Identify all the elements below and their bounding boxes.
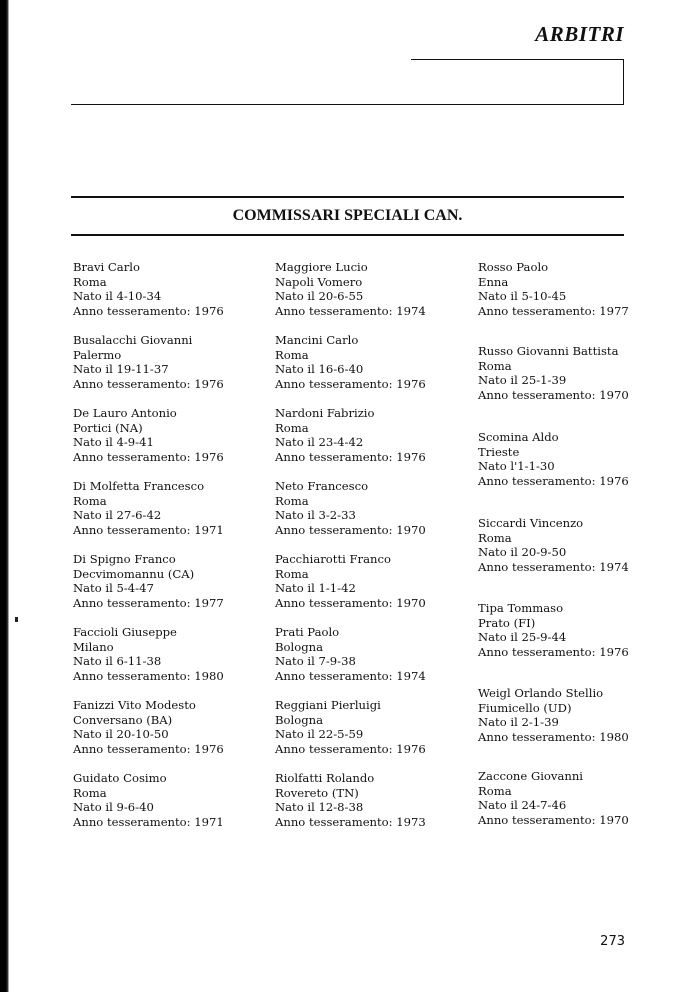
entry-birth: Nato il 20-10-50 (73, 727, 169, 742)
list-item (275, 479, 485, 537)
entry-name: Fanizzi Vito Modesto (73, 698, 196, 712)
entry-registration: Anno tesseramento: 1976 (73, 303, 224, 318)
list-item (478, 430, 688, 488)
list-item (478, 260, 688, 318)
entry-registration: Anno tesseramento: 1971 (73, 522, 224, 537)
entry-birth: Nato il 20-6-55 (275, 289, 364, 304)
entry-registration: Anno tesseramento: 1973 (275, 814, 426, 829)
entry-birth: Nato il 22-5-59 (275, 727, 364, 742)
entry-name: Reggiani Pierluigi (275, 698, 381, 712)
entry-birth: Nato il 20-9-50 (478, 545, 567, 560)
entry-birth: Nato il 5-4-47 (73, 581, 154, 596)
entry-registration: Anno tesseramento: 1976 (73, 376, 224, 391)
entry-registration: Anno tesseramento: 1974 (275, 668, 426, 683)
entry-birth: Nato il 7-9-38 (275, 654, 356, 669)
entry-name: Nardoni Fabrizio (275, 406, 375, 420)
list-item (275, 771, 485, 829)
header-bracket-rule (411, 59, 624, 104)
list-item (73, 698, 283, 756)
entry-name: De Lauro Antonio (73, 406, 177, 420)
list-item (73, 479, 283, 537)
section-title: ARBITRI (535, 22, 624, 46)
entry-registration: Anno tesseramento: 1977 (478, 303, 629, 318)
list-item (478, 686, 688, 744)
entry-registration: Anno tesseramento: 1970 (478, 812, 629, 827)
entry-name: Di Molfetta Francesco (73, 479, 205, 493)
list-item (275, 260, 485, 318)
entry-name: Mancini Carlo (275, 333, 359, 347)
entry-name: Bravi Carlo (73, 260, 140, 274)
entry-place: Roma (478, 783, 512, 798)
book-spine-edge (0, 0, 9, 992)
entry-registration: Anno tesseramento: 1974 (478, 559, 629, 574)
entry-name: Di Spigno Franco (73, 552, 176, 566)
entry-place: Prato (FI) (478, 615, 536, 630)
list-item (73, 406, 283, 464)
entry-registration: Anno tesseramento: 1976 (73, 449, 224, 464)
entry-registration: Anno tesseramento: 1970 (275, 522, 426, 537)
entry-registration: Anno tesseramento: 1970 (275, 595, 426, 610)
entry-place: Roma (275, 420, 309, 435)
entry-registration: Anno tesseramento: 1976 (275, 376, 426, 391)
entry-place: Bologna (275, 712, 323, 727)
entry-place: Roma (73, 493, 107, 508)
entry-place: Roma (73, 785, 107, 800)
entry-place: Roma (275, 347, 309, 362)
entry-registration: Anno tesseramento: 1976 (275, 741, 426, 756)
entry-place: Milano (73, 639, 114, 654)
list-item (478, 344, 688, 402)
entry-birth: Nato il 25-9-44 (478, 630, 567, 645)
entry-birth: Nato il 25-1-39 (478, 373, 567, 388)
page-heading: COMMISSARI SPECIALI CAN. (232, 207, 463, 224)
list-item (275, 625, 485, 683)
entry-place: Decvimomannu (CA) (73, 566, 195, 581)
entry-birth: Nato il 23-4-42 (275, 435, 364, 450)
list-item (73, 260, 283, 318)
list-item (73, 625, 283, 683)
entry-place: Napoli Vomero (275, 274, 363, 289)
entry-birth: Nato l'1-1-30 (478, 459, 555, 474)
entry-birth: Nato il 27-6-42 (73, 508, 162, 523)
entry-name: Pacchiarotti Franco (275, 552, 391, 566)
entry-birth: Nato il 9-6-40 (73, 800, 154, 815)
list-item (478, 516, 688, 574)
page-number: 273 (600, 934, 625, 949)
entry-name: Zaccone Giovanni (478, 769, 584, 783)
entry-registration: Anno tesseramento: 1976 (478, 473, 629, 488)
entry-birth: Nato il 2-1-39 (478, 715, 559, 730)
entry-name: Faccioli Giuseppe (73, 625, 177, 639)
entry-name: Rosso Paolo (478, 260, 549, 274)
list-item (73, 333, 283, 391)
entry-birth: Nato il 6-11-38 (73, 654, 162, 669)
entry-birth: Nato il 4-9-41 (73, 435, 154, 450)
entry-name: Maggiore Lucio (275, 260, 368, 274)
entry-name: Neto Francesco (275, 479, 369, 493)
list-item (275, 333, 485, 391)
entry-registration: Anno tesseramento: 1976 (73, 741, 224, 756)
list-item (73, 771, 283, 829)
entry-place: Roma (478, 358, 512, 373)
entry-registration: Anno tesseramento: 1980 (73, 668, 224, 683)
entry-place: Conversano (BA) (73, 712, 173, 727)
entry-birth: Nato il 1-1-42 (275, 581, 356, 596)
entry-place: Roma (73, 274, 107, 289)
entry-registration: Anno tesseramento: 1976 (275, 449, 426, 464)
entry-birth: Nato il 24-7-46 (478, 798, 567, 813)
header-rule (71, 104, 624, 105)
entry-birth: Nato il 4-10-34 (73, 289, 162, 304)
heading-box (71, 196, 624, 236)
entry-name: Guidato Cosimo (73, 771, 167, 785)
entry-place: Rovereto (TN) (275, 785, 359, 800)
list-item (478, 769, 688, 827)
entry-place: Bologna (275, 639, 323, 654)
entry-place: Palermo (73, 347, 122, 362)
entry-registration: Anno tesseramento: 1977 (73, 595, 224, 610)
entry-name: Siccardi Vincenzo (478, 516, 584, 530)
entry-place: Roma (478, 530, 512, 545)
list-item (73, 552, 283, 610)
entry-birth: Nato il 3-2-33 (275, 508, 356, 523)
entry-place: Roma (275, 493, 309, 508)
margin-mark (15, 617, 18, 622)
entry-place: Trieste (478, 444, 520, 459)
list-item (275, 406, 485, 464)
entry-place: Roma (275, 566, 309, 581)
entry-name: Tipa Tommaso (478, 601, 564, 615)
entry-name: Prati Paolo (275, 625, 340, 639)
list-item (275, 552, 485, 610)
entry-name: Busalacchi Giovanni (73, 333, 193, 347)
list-item (275, 698, 485, 756)
entry-registration: Anno tesseramento: 1974 (275, 303, 426, 318)
entry-birth: Nato il 12-8-38 (275, 800, 364, 815)
entry-registration: Anno tesseramento: 1971 (73, 814, 224, 829)
list-item (478, 601, 688, 659)
entry-place: Fiumicello (UD) (478, 700, 572, 715)
entry-place: Enna (478, 274, 509, 289)
entry-registration: Anno tesseramento: 1980 (478, 729, 629, 744)
entry-registration: Anno tesseramento: 1970 (478, 387, 629, 402)
entry-birth: Nato il 19-11-37 (73, 362, 169, 377)
entry-name: Russo Giovanni Battista (478, 344, 619, 358)
entry-registration: Anno tesseramento: 1976 (478, 644, 629, 659)
entry-name: Scomina Aldo (478, 430, 559, 444)
entry-name: Weigl Orlando Stellio (478, 686, 604, 700)
entry-place: Portici (NA) (73, 420, 143, 435)
entry-birth: Nato il 16-6-40 (275, 362, 364, 377)
entry-birth: Nato il 5-10-45 (478, 289, 567, 304)
entry-name: Riolfatti Rolando (275, 771, 375, 785)
